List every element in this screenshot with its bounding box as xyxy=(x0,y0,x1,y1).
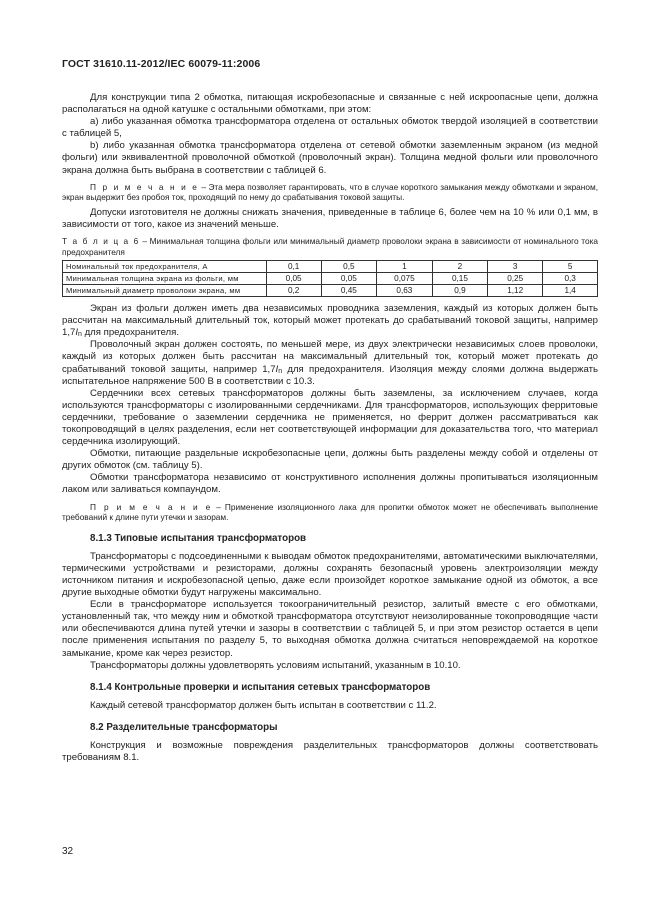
paragraph: Конструкция и возможные повреждения разделительных трансформаторов должны соответствовать требованиям 8.1. xyxy=(62,740,598,764)
paragraph: Каждый сетевой трансформатор должен быть испытан в соответствии с 11.2. xyxy=(90,699,437,711)
paragraph-text: Экран из фольги должен иметь два независимых проводника заземления, каждый из которых должен быть рассчитан на максимальный длительный ток, который может протекать до срабатываний токовой защиты, например 1,7 xyxy=(62,303,598,339)
section-heading: 8.1.3 Типовые испытания трансформаторов xyxy=(90,532,307,544)
table-cell: 0,1 xyxy=(266,261,321,273)
current-subscript: n xyxy=(278,367,283,375)
section-heading: 8.1.4 Контрольные проверки и испытания сетевых трансформаторов xyxy=(90,681,431,693)
table-cell: 0,25 xyxy=(488,273,543,285)
paragraph: Трансформаторы должны удовлетворять условиям испытаний, указанным в 10.10. xyxy=(90,659,461,671)
paragraph: Обмотки, питающие раздельные искробезопасные цепи, должны быть разделены между собой и отделены от других обмоток (см. таблицу 5). xyxy=(62,448,598,472)
note-text: – Применение изоляционного лака для пропитки обмоток может не обеспечивать выполнение требований к длине пути утечки и зазорам. xyxy=(62,501,599,523)
page-number: 32 xyxy=(62,846,74,857)
note-label: П р и м е ч а н и е xyxy=(90,501,213,512)
table-cell: 0,05 xyxy=(266,273,321,285)
table-6 xyxy=(62,260,598,297)
paragraph: Обмотки трансформатора независимо от конструктивного исполнения должны пропитываться изоляционным лаком или заливаться компаундом. xyxy=(62,472,598,496)
paragraph: Сердечники всех сетевых трансформаторов должны быть заземлены, за исключением случаев, когда используются трансформаторы с изолированными сердечниками. Для трансформаторов, использующих ферритовые сердечники, требование о заземлении сердечника не применяется, но феррит должен рассматриваться как токопроводящий в целях разделения, если нет соответствующей информации для доказательства того, что материал сердечника изолирующий. xyxy=(62,387,598,448)
paragraph xyxy=(62,303,598,339)
table-cell: 5 xyxy=(543,261,598,273)
row-header: Минимальная толщина экрана из фольги, мм xyxy=(63,273,267,285)
table-cell: 1,12 xyxy=(488,285,543,297)
note-label: П р и м е ч а н и е xyxy=(90,181,199,192)
table-cell: 0,15 xyxy=(432,273,487,285)
paragraph: Для конструкции типа 2 обмотка, питающая искробезопасные и связанные с ней искроопасные цепи, должна располагаться на одной катушке с остальными обмотками, при этом: xyxy=(62,92,598,116)
table-row xyxy=(63,285,598,297)
row-header: Номинальный ток предохранителя, А xyxy=(63,261,267,273)
paragraph: Допуски изготовителя не должны снижать значения, приведенные в таблице 6, более чем на 10 % или 0,1 мм, в зависимости от того, какое из значений меньше. xyxy=(62,206,598,230)
table-cell: 0,05 xyxy=(321,273,376,285)
table-cell: 0,63 xyxy=(376,285,432,297)
table-row xyxy=(63,261,598,273)
table-cell: 2 xyxy=(432,261,487,273)
table-caption xyxy=(62,236,598,257)
table-cell: 3 xyxy=(488,261,543,273)
table-cell: 0,45 xyxy=(321,285,376,297)
body-text xyxy=(62,92,598,764)
table-cell: 0,075 xyxy=(376,273,432,285)
table-cell: 0,3 xyxy=(543,273,598,285)
table-cell: 0,2 xyxy=(266,285,321,297)
table-cell: 0,5 xyxy=(321,261,376,273)
current-symbol: I xyxy=(275,363,279,375)
paragraph-text: для предохранителя. Изоляция между слоями должна выдержать испытательное напряжение 500 В в соответствии с 10.3. xyxy=(62,363,598,387)
paragraph-text: для предохранителя. xyxy=(81,327,180,339)
table-caption-text: – Минимальная толщина фольги или минимальный диаметр проволоки экрана в зависимости от номинального тока предохранителя xyxy=(62,236,598,257)
table-row xyxy=(63,273,598,285)
table-caption-label: Т а б л и ц а 6 xyxy=(62,236,140,247)
note xyxy=(62,502,598,523)
standard-header: ГОСТ 31610.11-2012/IEC 60079-11:2006 xyxy=(62,58,261,70)
paragraph: b) либо указанная обмотка трансформатора отделена от сетевой обмотки заземленным экраном (из медной фольги) или эквивалентной проволочной обмоткой (проволочный экран). Толщина медной фольги или проволочного экрана должна быть выбрана в соответствии с таблицей 6. xyxy=(62,140,598,176)
paragraph-text: Проволочный экран должен состоять, по меньшей мере, из двух электрически независимых слоев проволоки, каждый из которых должен быть рассчитан на максимальный длительный ток, который может протекать до срабатываний токовой защиты, например 1,7 xyxy=(62,339,598,375)
paragraph: Трансформаторы с подсоединенными к выводам обмоток предохранителями, автоматическими выключателями, термическими устройствами и резисторами, должны сохранять безопасный уровень электроизоляции между источником питания и искробезопасной цепью, даже если произойдет короткое замыкание одной из обмоток, а все другие выходные обмотки будут нагружены максимально. xyxy=(62,550,598,599)
section-heading: 8.2 Разделительные трансформаторы xyxy=(90,721,278,733)
current-symbol: I xyxy=(75,327,79,339)
table-cell: 0,9 xyxy=(432,285,487,297)
table-cell: 1 xyxy=(376,261,432,273)
note-text: – Эта мера позволяет гарантировать, что в случае короткого замыкания между обмотками и экраном, экран выдержит без пробоя ток, проходящий по нему до срабатывания токовой защиты. xyxy=(62,181,599,203)
table-cell: 1,4 xyxy=(543,285,598,297)
current-subscript: n xyxy=(78,331,82,339)
note xyxy=(62,182,598,203)
paragraph: a) либо указанная обмотка трансформатора отделена от остальных обмоток твердой изоляцией в соответствии с таблицей 5, xyxy=(62,116,598,140)
paragraph: Если в трансформаторе используется токоограничительный резистор, залитый вместе с его обмотками, установленный так, что между ним и обмоткой трансформатора отсутствуют неизолированные токопроводящие части или обеспечиваются длина путей утечки и зазоры в соответствии с таблицей 5, и при этом резистор остается в цепи после применения испытания по разделу 5, то выходная обмотка должна считаться неповреждаемой на короткое замыкание, кроме как через резистор. xyxy=(62,599,598,659)
paragraph xyxy=(62,339,598,387)
row-header: Минимальный диаметр проволоки экрана, мм xyxy=(63,285,267,297)
